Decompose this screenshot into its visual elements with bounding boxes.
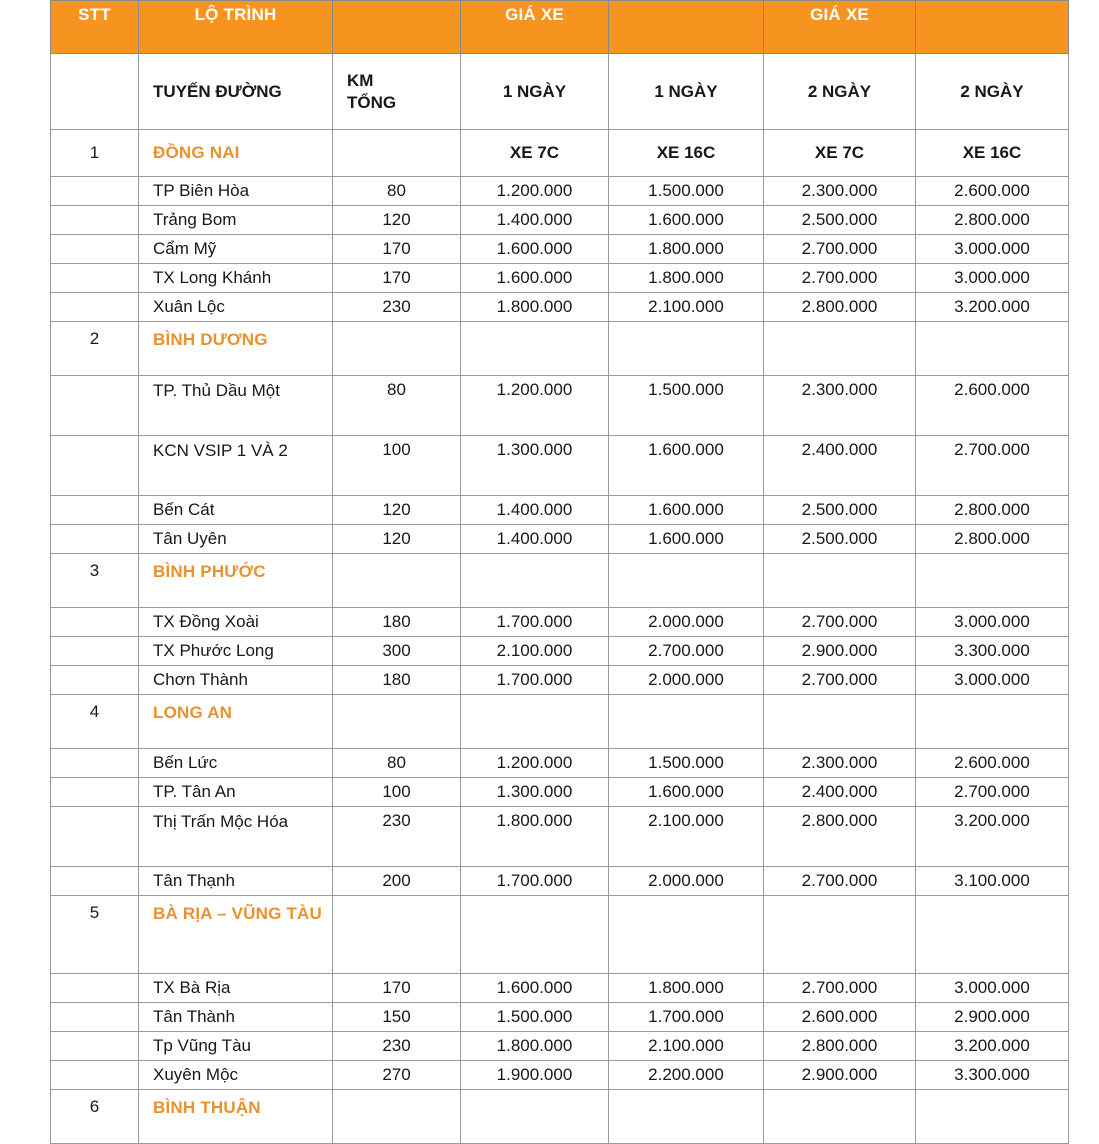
vehicle-header-cell-p1: XE 7C: [461, 130, 609, 177]
row-price-1day-16c: 2.000.000: [609, 608, 764, 637]
row-price-1day-7c: 1.800.000: [461, 293, 609, 322]
row-price-2day-7c: 2.900.000: [764, 637, 916, 666]
row-km: 270: [333, 1061, 461, 1090]
row-price-1day-7c: 1.700.000: [461, 666, 609, 695]
vehicle-header-cell-km: [333, 130, 461, 177]
row-route-tp-vung-tau: Tp Vũng Tàu: [139, 1032, 333, 1061]
table-row: [51, 778, 1069, 807]
province-label-dong-nai: ĐỒNG NAI: [139, 130, 333, 177]
row-price-1day-16c: 1.500.000: [609, 177, 764, 206]
row-price-2day-7c: 2.700.000: [764, 608, 916, 637]
row-price-1day-7c: 1.200.000: [461, 376, 609, 436]
section-cell-p4: [916, 554, 1069, 608]
section-cell-p4: [916, 322, 1069, 376]
row-route-ben-luc: Bến Lức: [139, 749, 333, 778]
table-row: [51, 608, 1069, 637]
row-stt: [51, 867, 139, 896]
row-route-tan-thanh: Tân Thạnh: [139, 867, 333, 896]
table-subheader-row: [51, 54, 1069, 130]
table-row: [51, 749, 1069, 778]
table-row: [51, 867, 1069, 896]
row-km: 150: [333, 1003, 461, 1032]
section-cell-km: [333, 554, 461, 608]
section-index-6: 6: [51, 1090, 139, 1144]
subheader-cell-p2: 1 NGÀY: [609, 54, 764, 130]
row-price-2day-16c: 2.700.000: [916, 778, 1069, 807]
section-index-5: 5: [51, 896, 139, 974]
row-route-chon-thanh: Chơn Thành: [139, 666, 333, 695]
section-cell-p3: [764, 896, 916, 974]
row-stt: [51, 778, 139, 807]
section-header-row: [51, 322, 1069, 376]
row-price-2day-16c: 3.300.000: [916, 1061, 1069, 1090]
row-route-cam-my: Cẩm Mỹ: [139, 235, 333, 264]
row-price-1day-16c: 2.100.000: [609, 807, 764, 867]
banner-cell-stt: STT: [51, 1, 139, 54]
row-km: 180: [333, 666, 461, 695]
row-stt: [51, 293, 139, 322]
row-price-1day-7c: 1.300.000: [461, 778, 609, 807]
subheader-km-line1: KM: [347, 71, 374, 91]
row-price-2day-16c: 2.800.000: [916, 206, 1069, 235]
section-cell-p1: [461, 322, 609, 376]
row-price-1day-16c: 1.800.000: [609, 974, 764, 1003]
table-row: [51, 637, 1069, 666]
row-price-2day-7c: 2.700.000: [764, 867, 916, 896]
row-price-2day-7c: 2.700.000: [764, 264, 916, 293]
row-km: 80: [333, 749, 461, 778]
row-price-1day-16c: 2.200.000: [609, 1061, 764, 1090]
row-price-1day-16c: 1.800.000: [609, 235, 764, 264]
row-route-xuyen-moc: Xuyên Mộc: [139, 1061, 333, 1090]
row-price-2day-7c: 2.500.000: [764, 206, 916, 235]
banner-cell-price-3: GIÁ XE: [764, 1, 916, 54]
section-cell-p2: [609, 554, 764, 608]
row-stt: [51, 235, 139, 264]
row-price-1day-16c: 1.600.000: [609, 206, 764, 235]
row-price-2day-16c: 3.300.000: [916, 637, 1069, 666]
section-cell-p3: [764, 322, 916, 376]
row-price-1day-16c: 1.500.000: [609, 749, 764, 778]
section-cell-p1: [461, 554, 609, 608]
vehicle-header-cell-p2: XE 16C: [609, 130, 764, 177]
row-price-2day-7c: 2.500.000: [764, 496, 916, 525]
row-km: 230: [333, 1032, 461, 1061]
row-price-1day-16c: 2.100.000: [609, 293, 764, 322]
row-price-1day-7c: 1.800.000: [461, 1032, 609, 1061]
row-price-1day-16c: 2.000.000: [609, 867, 764, 896]
row-price-1day-16c: 1.600.000: [609, 496, 764, 525]
row-route-trang-bom: Trảng Bom: [139, 206, 333, 235]
row-price-2day-7c: 2.400.000: [764, 436, 916, 496]
row-km: 180: [333, 608, 461, 637]
row-route-kcn-vsip-1-va-2: KCN VSIP 1 VÀ 2: [139, 436, 333, 496]
row-route-tx-long-khanh: TX Long Khánh: [139, 264, 333, 293]
section-cell-p4: [916, 896, 1069, 974]
row-stt: [51, 264, 139, 293]
row-stt: [51, 1003, 139, 1032]
province-label-binh-phuoc: BÌNH PHƯỚC: [139, 554, 333, 608]
row-stt: [51, 206, 139, 235]
table-row: [51, 525, 1069, 554]
section-cell-p1: [461, 695, 609, 749]
row-price-2day-16c: 3.000.000: [916, 235, 1069, 264]
row-price-2day-16c: 3.000.000: [916, 666, 1069, 695]
row-route-thi-tran-moc-hoa: Thị Trấn Mộc Hóa: [139, 807, 333, 867]
row-price-2day-7c: 2.700.000: [764, 666, 916, 695]
table-body: [51, 177, 1069, 1144]
row-price-2day-7c: 2.300.000: [764, 749, 916, 778]
table-banner-row: [51, 1, 1069, 54]
row-price-1day-7c: 1.600.000: [461, 264, 609, 293]
row-km: 170: [333, 264, 461, 293]
row-km: 100: [333, 436, 461, 496]
row-km: 230: [333, 293, 461, 322]
row-price-2day-7c: 2.800.000: [764, 1032, 916, 1061]
row-stt: [51, 496, 139, 525]
row-price-2day-16c: 3.200.000: [916, 807, 1069, 867]
table-row: [51, 1032, 1069, 1061]
row-price-1day-7c: 1.200.000: [461, 749, 609, 778]
subheader-cell-km: [333, 54, 461, 130]
section-header-row: [51, 695, 1069, 749]
section-cell-p1: [461, 896, 609, 974]
row-route-tx-ba-ria: TX Bà Rịa: [139, 974, 333, 1003]
row-route-ben-cat: Bến Cát: [139, 496, 333, 525]
row-price-2day-7c: 2.300.000: [764, 177, 916, 206]
banner-cell-price-1: GIÁ XE: [461, 1, 609, 54]
row-price-1day-16c: 1.700.000: [609, 1003, 764, 1032]
section-cell-p4: [916, 1090, 1069, 1144]
row-stt: [51, 1061, 139, 1090]
banner-cell-route: LỘ TRÌNH: [139, 1, 333, 54]
row-price-2day-7c: 2.800.000: [764, 807, 916, 867]
row-km: 120: [333, 206, 461, 235]
section-header-row: [51, 896, 1069, 974]
row-price-1day-7c: 1.400.000: [461, 496, 609, 525]
row-route-tx-dong-xoai: TX Đồng Xoài: [139, 608, 333, 637]
table-row: [51, 235, 1069, 264]
row-price-2day-7c: 2.500.000: [764, 525, 916, 554]
row-price-2day-16c: 3.100.000: [916, 867, 1069, 896]
vehicle-header-cell-stt: 1: [51, 130, 139, 177]
vehicle-header-cell-p3: XE 7C: [764, 130, 916, 177]
row-km: 100: [333, 778, 461, 807]
table-row: [51, 206, 1069, 235]
row-price-1day-16c: 1.800.000: [609, 264, 764, 293]
row-stt: [51, 666, 139, 695]
row-price-1day-7c: 1.300.000: [461, 436, 609, 496]
row-price-2day-16c: 3.000.000: [916, 974, 1069, 1003]
banner-cell-price-4: [916, 1, 1069, 54]
row-km: 120: [333, 496, 461, 525]
row-price-1day-7c: 1.400.000: [461, 206, 609, 235]
row-price-1day-16c: 2.700.000: [609, 637, 764, 666]
section-cell-km: [333, 1090, 461, 1144]
row-stt: [51, 807, 139, 867]
row-price-2day-16c: 2.600.000: [916, 749, 1069, 778]
row-stt: [51, 1032, 139, 1061]
row-price-2day-16c: 3.000.000: [916, 264, 1069, 293]
row-stt: [51, 376, 139, 436]
row-route-xuan-loc: Xuân Lộc: [139, 293, 333, 322]
row-price-1day-16c: 2.100.000: [609, 1032, 764, 1061]
row-km: 300: [333, 637, 461, 666]
row-km: 80: [333, 177, 461, 206]
province-label-binh-thuan: BÌNH THUẬN: [139, 1090, 333, 1144]
row-stt: [51, 525, 139, 554]
row-stt: [51, 637, 139, 666]
row-price-1day-7c: 1.600.000: [461, 974, 609, 1003]
row-stt: [51, 749, 139, 778]
row-km: 200: [333, 867, 461, 896]
vehicle-header-cell-p4: XE 16C: [916, 130, 1069, 177]
table-row: [51, 496, 1069, 525]
subheader-cell-stt: [51, 54, 139, 130]
section-cell-p4: [916, 695, 1069, 749]
row-price-2day-16c: 3.200.000: [916, 293, 1069, 322]
row-price-1day-16c: 2.000.000: [609, 666, 764, 695]
table-row: [51, 376, 1069, 436]
section-cell-p1: [461, 1090, 609, 1144]
row-price-1day-16c: 1.600.000: [609, 436, 764, 496]
section-cell-p2: [609, 896, 764, 974]
table-row: [51, 293, 1069, 322]
banner-cell-km: [333, 1, 461, 54]
row-route-tp-bien-hoa: TP Biên Hòa: [139, 177, 333, 206]
section-header-row: [51, 1090, 1069, 1144]
section-cell-km: [333, 322, 461, 376]
row-price-1day-7c: 2.100.000: [461, 637, 609, 666]
row-route-tx-phuoc-long: TX Phước Long: [139, 637, 333, 666]
row-route-tan-uyen: Tân Uyên: [139, 525, 333, 554]
table-row: [51, 666, 1069, 695]
row-stt: [51, 436, 139, 496]
section-cell-p2: [609, 322, 764, 376]
table-row: [51, 436, 1069, 496]
section-cell-km: [333, 695, 461, 749]
row-price-2day-16c: 2.800.000: [916, 525, 1069, 554]
section-cell-p2: [609, 695, 764, 749]
section-cell-p3: [764, 554, 916, 608]
subheader-cell-p3: 2 NGÀY: [764, 54, 916, 130]
table-row: [51, 807, 1069, 867]
row-route-tp-tan-an: TP. Tân An: [139, 778, 333, 807]
row-price-1day-7c: 1.200.000: [461, 177, 609, 206]
province-label-binh-duong: BÌNH DƯƠNG: [139, 322, 333, 376]
row-km: 230: [333, 807, 461, 867]
row-price-1day-7c: 1.800.000: [461, 807, 609, 867]
section-cell-p2: [609, 1090, 764, 1144]
table-row: [51, 177, 1069, 206]
row-price-2day-16c: 3.000.000: [916, 608, 1069, 637]
row-price-2day-16c: 2.900.000: [916, 1003, 1069, 1032]
table-row: [51, 264, 1069, 293]
subheader-km-line2: TỔNG: [347, 92, 397, 112]
row-price-1day-7c: 1.700.000: [461, 867, 609, 896]
section-index-4: 4: [51, 695, 139, 749]
row-km: 80: [333, 376, 461, 436]
row-price-1day-7c: 1.400.000: [461, 525, 609, 554]
row-price-1day-7c: 1.600.000: [461, 235, 609, 264]
section-cell-p3: [764, 1090, 916, 1144]
province-label-long-an: LONG AN: [139, 695, 333, 749]
section-index-2: 2: [51, 322, 139, 376]
row-km: 170: [333, 974, 461, 1003]
section-index-3: 3: [51, 554, 139, 608]
vehicle-type-header-row: [51, 130, 1069, 177]
row-price-1day-16c: 1.500.000: [609, 376, 764, 436]
row-price-2day-7c: 2.700.000: [764, 974, 916, 1003]
province-label-ba-ria-vung-tau: BÀ RỊA – VŨNG TÀU: [139, 896, 333, 974]
table-row: [51, 1003, 1069, 1032]
row-price-1day-7c: 1.900.000: [461, 1061, 609, 1090]
row-price-2day-16c: 2.800.000: [916, 496, 1069, 525]
table-row: [51, 1061, 1069, 1090]
row-price-2day-7c: 2.600.000: [764, 1003, 916, 1032]
section-header-row: [51, 554, 1069, 608]
row-route-tp-thu-dau-mot: TP. Thủ Dầu Một: [139, 376, 333, 436]
row-price-2day-7c: 2.300.000: [764, 376, 916, 436]
row-price-1day-7c: 1.500.000: [461, 1003, 609, 1032]
subheader-cell-route: TUYẾN ĐƯỜNG: [139, 54, 333, 130]
row-price-2day-7c: 2.900.000: [764, 1061, 916, 1090]
section-cell-p3: [764, 695, 916, 749]
subheader-cell-p4: 2 NGÀY: [916, 54, 1069, 130]
row-price-2day-16c: 3.200.000: [916, 1032, 1069, 1061]
row-price-2day-16c: 2.600.000: [916, 177, 1069, 206]
section-cell-km: [333, 896, 461, 974]
row-stt: [51, 177, 139, 206]
row-km: 120: [333, 525, 461, 554]
row-route-tan-thanh: Tân Thành: [139, 1003, 333, 1032]
row-price-1day-16c: 1.600.000: [609, 525, 764, 554]
table-row: [51, 974, 1069, 1003]
row-stt: [51, 608, 139, 637]
row-stt: [51, 974, 139, 1003]
row-price-2day-7c: 2.700.000: [764, 235, 916, 264]
row-price-2day-16c: 2.600.000: [916, 376, 1069, 436]
banner-cell-price-2: [609, 1, 764, 54]
row-km: 170: [333, 235, 461, 264]
row-price-1day-16c: 1.600.000: [609, 778, 764, 807]
transport-price-table: [50, 0, 1069, 1144]
subheader-cell-p1: 1 NGÀY: [461, 54, 609, 130]
row-price-2day-16c: 2.700.000: [916, 436, 1069, 496]
row-price-1day-7c: 1.700.000: [461, 608, 609, 637]
row-price-2day-7c: 2.800.000: [764, 293, 916, 322]
row-price-2day-7c: 2.400.000: [764, 778, 916, 807]
